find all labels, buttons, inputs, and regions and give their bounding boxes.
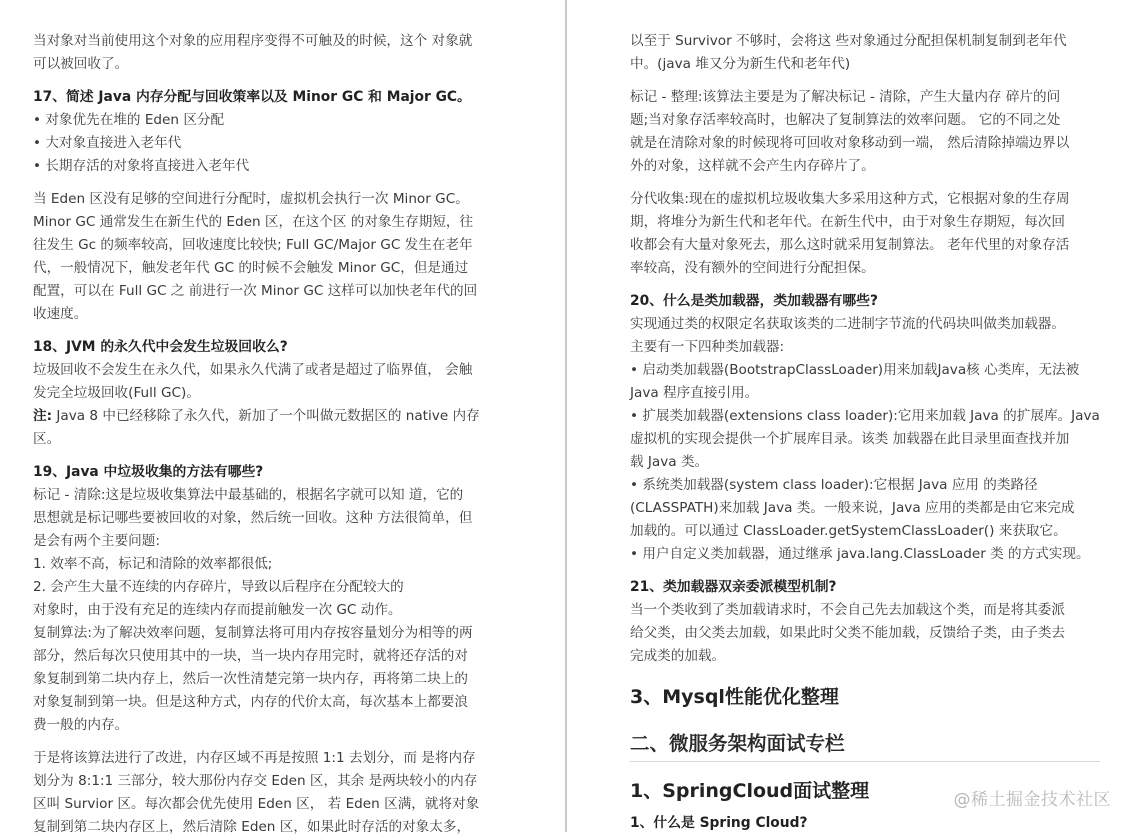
section-heading-mysql: 3、Mysql性能优化整理 [630, 686, 839, 708]
question-21 [630, 576, 1100, 668]
text-line: 实现通过类的权限定名获取该类的二进制字节流的代码块叫做类加载器。 [630, 316, 1065, 332]
text-line: Java 程序直接引用。 [630, 385, 759, 401]
bullet-item: • 大对象直接进入老年代 [33, 132, 503, 155]
question-17-paragraph [33, 188, 503, 326]
right-column [630, 30, 1100, 834]
bullet-item: • 对象优先在堆的 Eden 区分配 [33, 109, 503, 132]
text-line: 代，一般情况下，触发老年代 GC 的时候不会触发 Minor GC，但是通过 [33, 260, 469, 276]
text-line: 当一个类收到了类加载请求时，不会自己先去加载这个类，而是将其委派 [630, 602, 1065, 618]
question-18-title: 18、JVM 的永久代中会发生垃圾回收么? [33, 339, 288, 355]
continued-paragraph [630, 30, 1100, 76]
question-21-title: 21、类加载器双亲委派模型机制? [630, 579, 837, 595]
text-line: 复制到第二块内存区上，然后清除 Eden 区，如果此时存活的对象太多， [33, 819, 471, 835]
text-line: 载 Java 类。 [630, 454, 709, 470]
bullet-item: • 启动类加载器(BootstrapClassLoader)用来加载Java核 心类库，无法被 [630, 359, 1100, 382]
question-17 [33, 86, 503, 326]
text-line: 往发生 Gc 的频率较高，回收速度比较快; Full GC/Major GC 发生在老年 [33, 237, 473, 253]
text-line: 可以被回收了。 [33, 56, 129, 72]
left-column [33, 30, 503, 839]
mark-compact-paragraph [630, 86, 1100, 178]
text-line: 1. 效率不高，标记和清除的效率都很低; [33, 556, 273, 572]
improved-copy-paragraph [33, 747, 503, 839]
text-line: 收速度。 [33, 306, 88, 322]
text-line: 部分，然后每次只使用其中的一块，当一块内存用完时，就将还存活的对 [33, 648, 468, 664]
text-line: 当对象对当前使用这个对象的应用程序变得不可触及的时候，这个 对象就 [33, 33, 473, 49]
text-line: 费一般的内存。 [33, 717, 129, 733]
text-line: 标记 - 清除:这是垃圾收集算法中最基础的，根据名字就可以知 道，它的 [33, 487, 464, 503]
text-line: 主要有一下四种类加载器: [630, 339, 785, 355]
watermark: @稀土掘金技术社区 [953, 790, 1111, 810]
text-line: 区叫 Survior 区。每次都会优先使用 Eden 区， 若 Eden 区满，就将对象 [33, 796, 480, 812]
text-line: 对象时，由于没有充足的连续内存而提前触发一次 GC 动作。 [33, 602, 402, 618]
text-line: 配置，可以在 Full GC 之 前进行一次 Minor GC 这样可以加快老年代的回 [33, 283, 478, 299]
text-line: 虚拟机的实现会提供一个扩展库目录。该类 加载器在此目录里面查找并加 [630, 431, 1070, 447]
question-19-title: 19、Java 中垃圾收集的方法有哪些? [33, 464, 264, 480]
text-line: 2. 会产生大量不连续的内存碎片，导致以后程序在分配较大的 [33, 579, 404, 595]
text-line: 中。(java 堆又分为新生代和老年代) [630, 56, 851, 72]
note-text: Java 8 中已经移除了永久代，新加了一个叫做元数据区的 native 内存 [52, 408, 480, 424]
text-line: 发完全垃圾回收(Full GC)。 [33, 385, 200, 401]
text-line: 题;当对象存活率较高时，也解决了复制算法的效率问题。 它的不同之处 [630, 112, 1061, 128]
text-line: 外的对象，这样就不会产生内存碎片了。 [630, 158, 875, 174]
text-line: 区。 [33, 431, 61, 447]
text-line: 思想就是标记哪些要被回收的对象，然后统一回收。这种 方法很简单，但 [33, 510, 473, 526]
question-18 [33, 336, 503, 451]
text-line: 以至于 Survivor 不够时，会将这 些对象通过分配担保机制复制到老年代 [630, 33, 1067, 49]
mark-sweep-copy-paragraph [33, 484, 503, 737]
text-line: 分代收集:现在的虚拟机垃圾收集大多采用这种方式，它根据对象的生存周 [630, 191, 1070, 207]
text-line: 率较高，没有额外的空间进行分配担保。 [630, 260, 875, 276]
right-page [567, 0, 1133, 832]
question-17-title: 17、简述 Java 内存分配与回收策率以及 Minor GC 和 Major GC。 [33, 89, 471, 105]
question-19 [33, 461, 503, 839]
intro-paragraph [33, 30, 503, 76]
question-20 [630, 290, 1100, 566]
question-20-title: 20、什么是类加载器，类加载器有哪些? [630, 293, 878, 309]
text-line: 标记 - 整理:该算法主要是为了解决标记 - 清除，产生大量内存 碎片的问 [630, 89, 1061, 105]
text-line: 加载的。可以通过 ClassLoader.getSystemClassLoader() 来获取它。 [630, 523, 1067, 539]
text-line: 完成类的加载。 [630, 648, 726, 664]
note-label: 注: [33, 408, 53, 424]
text-line: Minor GC 通常发生在新生代的 Eden 区，在这个区 的对象生存期短，往 [33, 214, 474, 230]
text-line: (CLASSPATH)来加载 Java 类。一般来说，Java 应用的类都是由它来完成 [630, 500, 1075, 516]
section-heading-springcloud: 1、SpringCloud面试整理 [630, 780, 870, 802]
text-line: 复制算法:为了解决效率问题，复制算法将可用内存按容量划分为相等的两 [33, 625, 473, 641]
text-line: 当 Eden 区没有足够的空间进行分配时，虚拟机会执行一次 Minor GC。 [33, 191, 469, 207]
bullet-item: • 用户自定义类加载器，通过继承 java.lang.ClassLoader 类 的方式实现。 [630, 543, 1100, 566]
text-line: 对象复制到第一块。但是这种方式，内存的代价太高，每次基本上都要浪 [33, 694, 468, 710]
left-page [0, 0, 565, 835]
question-springcloud: 1、什么是 Spring Cloud? [630, 815, 808, 831]
text-line: 于是将该算法进行了改进，内存区域不再是按照 1:1 去划分，而 是将内存 [33, 750, 476, 766]
bullet-item: • 长期存活的对象将直接进入老年代 [33, 155, 503, 178]
text-line: 给父类，由父类去加载，如果此时父类不能加载，反馈给子类，由子类去 [630, 625, 1065, 641]
bullet-item: • 系统类加载器(system class loader):它根据 Java 应用 的类路径 [630, 474, 1100, 497]
text-line: 就是在清除对象的时候现将可回收对象移动到一端， 然后清除掉端边界以 [630, 135, 1070, 151]
generational-paragraph [630, 188, 1100, 280]
text-line: 收都会有大量对象死去，那么这时就采用复制算法。 老年代里的对象存活 [630, 237, 1070, 253]
text-line: 是会有两个主要问题: [33, 533, 160, 549]
chapter-heading-microservice: 二、微服务架构面试专栏 [630, 728, 1100, 762]
text-line: 期，将堆分为新生代和老年代。在新生代中，由于对象生存期短，每次回 [630, 214, 1065, 230]
text-line: 垃圾回收不会发生在永久代，如果永久代满了或者是超过了临界值， 会触 [33, 362, 473, 378]
note-line [33, 405, 503, 428]
text-line: 划分为 8:1:1 三部分，较大那份内存交 Eden 区，其余 是两块较小的内存 [33, 773, 478, 789]
bullet-item: • 扩展类加载器(extensions class loader):它用来加载 Java 的扩展库。Java [630, 405, 1100, 428]
text-line: 象复制到第二块内存上，然后一次性清楚完第一块内存，再将第二块上的 [33, 671, 468, 687]
